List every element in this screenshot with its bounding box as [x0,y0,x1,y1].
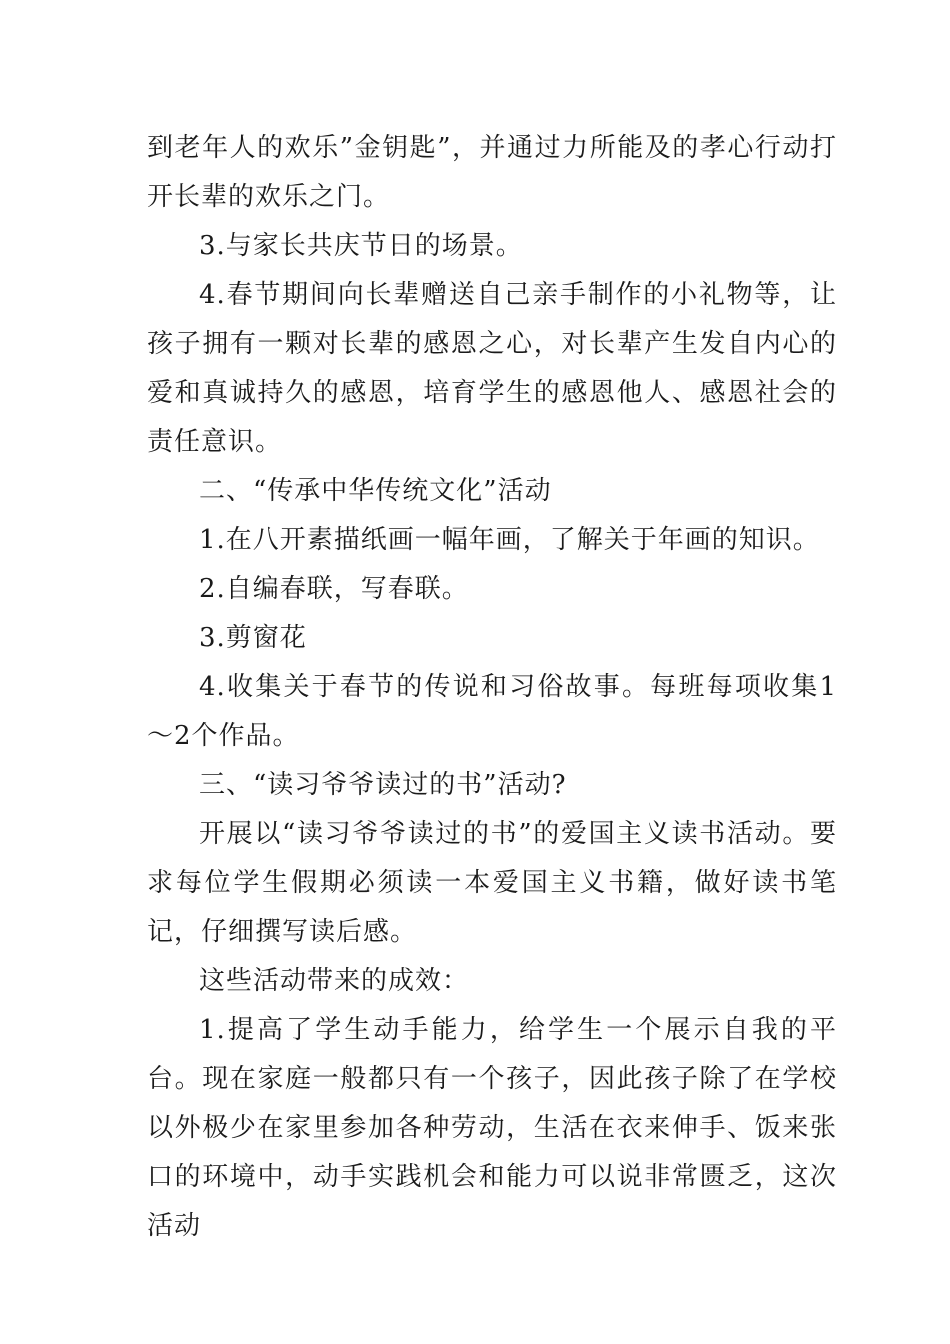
section-heading: 三、“读习爷爷读过的书”活动? [199,770,567,800]
paragraph: 1.在八开素描纸画一幅年画，了解关于年画的知识。 [199,525,820,555]
paragraph: 2.自编春联，写春联。 [199,574,469,604]
paragraph: 这些活动带来的成效： [199,966,470,996]
document-body [147,124,837,1251]
paragraph: 4.春节期间向长辈赠送自己亲手制作的小礼物等，让孩子拥有一颗对长辈的感恩之心，对长辈产生发自内心的爱和真诚持久的感恩，培育学生的感恩他人、感恩社会的责任意识。 [147,280,837,457]
paragraph: 1.提高了学生动手能力，给学生一个展示自我的平台。现在家庭一般都只有一个孩子，因此孩子除了在学校以外极少在家里参加各种劳动，生活在衣来伸手、饭来张口的环境中，动手实践机会和能力可以说非常匮乏，这次活动 [147,1015,837,1241]
paragraph: 3.剪窗花 [199,623,307,653]
paragraph: 到老年人的欢乐”金钥匙”，并通过力所能及的孝心行动打开长辈的欢乐之门。 [147,133,837,212]
paragraph: 开展以“读习爷爷读过的书”的爱国主义读书活动。要求每位学生假期必须读一本爱国主义书籍，做好读书笔记，仔细撰写读后感。 [147,819,837,947]
paragraph: 3.与家长共庆节日的场景。 [199,231,523,261]
paragraph: 4.收集关于春节的传说和习俗故事。每班每项收集1～2个作品。 [147,672,837,751]
section-heading: 二、“传承中华传统文化”活动 [199,476,552,506]
